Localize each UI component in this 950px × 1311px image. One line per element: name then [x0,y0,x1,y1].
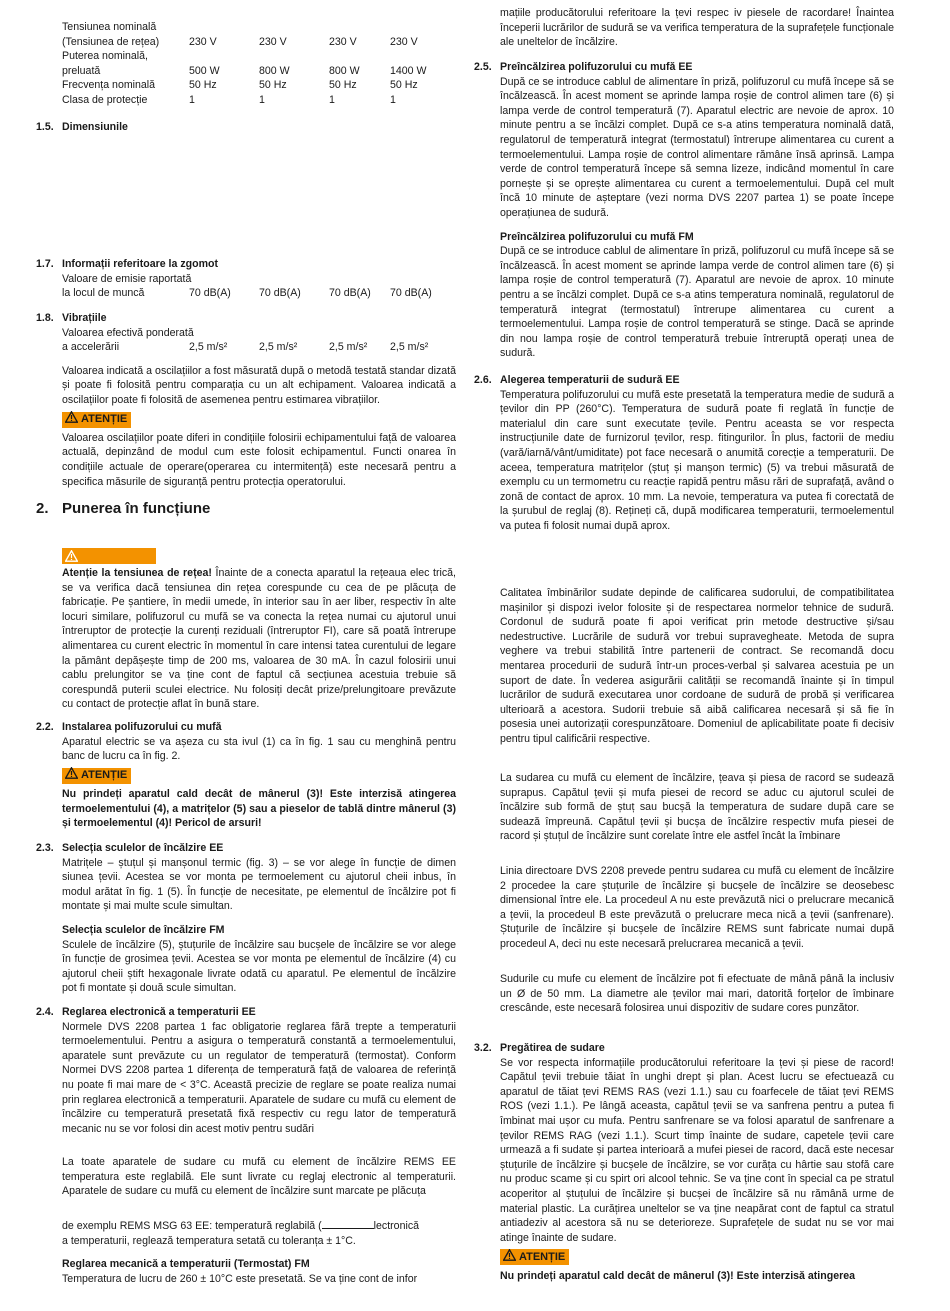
table-cell: 2,5 m/s² [390,341,429,354]
paragraph: Temperatura de lucru de 260 ± 10°C este presetată. Se va ține cont de infor [62,1272,418,1285]
section-2-5 [474,60,894,361]
section-1-7 [36,257,476,301]
warning-triangle-icon [65,767,78,784]
section-title: Preîncălzirea polifuzorului cu mufă EE [500,61,693,73]
section-number: 1.7. [36,258,54,270]
table-cell: 800 W [329,64,360,77]
paragraph: Normele DVS 2208 partea 1 fac obligatorie reglarea fără trepte a temperaturii termoelementului. Pentru a asigura o temperatură constantă a termoelementului, aparatele sunt prevăzute cu un regulator de temperatură (termostat). Conform Normei DVS 2208 partea 1 diferența de temperatură față de valoarea de referință nu poate fi mai mare de < 3°C. Această precizie de reglare se poate realiza numai prin reglarea electronică a temperaturii. Aparatele de sudare cu mufă cu element de încălzire cu temperatură presetată fixă respectiv cu regu lator de temperatură mecanic nu se vor folosi din acest motiv pentru sudări [62,1020,456,1135]
section-title: Dimensiunile [62,121,128,133]
table-row [62,340,456,355]
section-title: Vibrațiile [62,312,107,324]
table-cell: 50 Hz [189,79,217,92]
table-row [62,64,476,79]
row-label: a accelerării [62,341,120,354]
section-2-4-heading [36,1005,456,1020]
section-number: 1.5. [36,121,54,133]
table-cell: 1 [329,93,335,106]
table-cell: 2,5 m/s² [259,341,298,354]
paragraph: Se vor respecta informațiile producătorului referitoare la țevi și piese de racord! Capătul țevii trebuie tăiat în unghi drept și plan. Acest lucru se efectuează cu aparatul de tăiat țevi REMS RAS (vezi 1.1.) sau cu foarfecele de tăiat țevi REMS ROS (vezi 1.1.). Pe lângă aceasta, capătul țevii se va sanfrena pentru a putea fi îmbinat mai ușor cu mufa. Pentru sanfrenare se va folosi aparatul de sanfrenare a țevilor REMS RAG (vezi 1.1.). Scurt timp înainte de sudare, capetele țevii care urmează a fi sudate și partea interioară a mufei piesei de racord, dacă este necesar ștuțurile de încălzire și bucșele de încălzire, se vor curăța cu hârtie sau stofă care nu produc scame și cu spirt ori alcool tehnic. Se va ține cont în special ca pe stratul acoperitor al ștuțului de încălzire și bucșei de încălzire să nu rămână urme de material plastic. La curățirea uneltelor se va ține neapărat cont de faptul ca stratul antiadeziv al acestora să nu se deterioreze. Suprafețele de sudat nu se vor mai atinge înainte de sudare. [500,1056,894,1244]
lead-text: Atenție la tensiunea de rețea! [62,567,212,579]
row-label: la locul de muncă [62,287,145,300]
section-title: Informații referitoare la zgomot [62,258,218,270]
table-row [62,20,476,35]
table-cell: 50 Hz [390,79,418,92]
section-2-body [36,548,456,712]
warning-triangle-icon [65,411,78,428]
section-2-3 [36,841,456,996]
warning-label [62,412,456,428]
warning-text: ATENȚIE [81,769,128,782]
paragraph: După ce se introduce cablul de alimentare în priză, polifuzorul cu mufă începe să se încălzească. În acest moment se aprinde lampa roșie de control alimen tare (6) și lampa verde de control temperatură (7). Aparatul electric are nevoie de aprox. 10 minute pentru a se încălzi complet. După ce s-a atins temperatura nominală dată, regulatorul de temperatură integrat (termostatul) întrerupe alimentarea cu curent a termoelementului. Lampa roșie de control alimentare rămâne însă aprinsă. Lampa verde de control temperatură începe să semna lizeze, indicând momentul în care pornește și se oprește alimentarea cu curent a termoelementului. După cel mult încă 10 minute de așteptare (vezi norma DVS 2207 partea 1) se poate începe operațiunea de sudură. [500,75,894,219]
table-cell [189,272,259,287]
section-2-2 [36,720,456,831]
paragraph: La sudarea cu mufă cu element de încălzire, țeava și piesa de racord se sudează suprapus. Capătul țevii și mufa piesei de record se aduc cu ajutorul sculei de încălzire sub formă de ștuț sau bucșă la temperatura de sudare după care se sudează împreună. Capătul țevii și bucșa de încălzire respectiv mufa piesei de racord și ștuțul de încălzire sunt corelate între ele astfel încât la îmbinare [500,772,894,843]
section-number: 2. [36,500,49,517]
section-title: Alegerea temperaturii de sudură EE [500,374,680,386]
table-cell: 230 V [259,35,287,48]
section-number: 1.8. [36,312,54,324]
table-cell [259,49,329,64]
paragraph [62,1218,456,1286]
section-1-8-heading [36,311,456,326]
section-number: 2.5. [474,61,492,73]
section-title: Selecția sculelor de încălzire EE [62,842,224,854]
table-cell [390,49,440,64]
section-2-heading [36,502,456,517]
warning-bar [62,548,456,564]
subheading: Selecția sculelor de încălzire FM [62,923,225,936]
row-label: Frecvența nominală [62,79,156,92]
table-cell: 2,5 m/s² [189,341,228,354]
section-2-2-heading [36,720,456,735]
row-label: Valoarea efectivă ponderată [62,326,194,339]
table-cell [390,326,450,341]
section-title: Reglarea electronică a temperaturii EE [62,1006,256,1018]
paragraph: Temperatura polifuzorului cu mufă este presetată la temperatura medie de sudură a țevilor din PP (260°C). Temperatura de sudură poate fi reglată în funcție de materialul din care sunt executate țevile. Pentru aceasta se vor respecta instrucțiunile date de furnizorul țevilor, resp. fitingurilor. În plus, factorii de mediu (vară/iarnă/vânt/umiditate) pot face necesară o anumită corecție a temperaturii. De aceea, temperatura matrițelor (ștuț și manșon termic) (5) va trebui măsurată de exemplu cu un termometru cu reacție rapidă pentru măsu rări de suprafață, având o zonă de contact de aprox. 10 mm. La nevoie, temperatura va putea fi corectată de la șurubul de reglaj (8). Rețineți că, după modificarea temperaturii, termoelementul va putea fi folosit numai după aprox. [500,388,894,532]
table-cell [189,49,259,64]
warning-label [500,1249,894,1265]
paragraph: Matrițele – ștuțul și manșonul termic (fig. 3) – se vor alege în funcție de dimen siunea țevii. Acestea se vor monta pe termoelement cu ajutorul cheii inbus, în modul arătat în fig. 1 (5). În funcție de necesitate, pe elementul de încălzire pot fi montate și mai multe scule simultan. [62,856,456,913]
table-cell: 500 W [189,64,220,77]
section-number: 2.4. [36,1006,54,1018]
section-title: Instalarea polifuzorului cu mufă [62,721,222,733]
table-cell: 1 [390,93,396,106]
section-number: 2.6. [474,374,492,386]
paragraph: Calitatea îmbinărilor sudate depinde de calificarea sudorului, de compatibilitatea mașinilor și dispozi ivelor folosite și de respectarea normelor tehnice de sudură. Cordonul de sudură poate fi apoi verificat prin metode destructive și/sau nedestructive. Lucrările de sudură vor trebui supravegheate. Metoda de supra veghere va trebui stabilită între partenerii de contract. Se recomandă docu mentarea procedurii de sudură într-un proces-verbal și salvarea acestuia pe un suport de date. În vederea asigurării calității se recomandă înainte și în timpul lucrărilor de sudură executarea unor cordoane de sudură de probă și verificarea ulterioară a acestora. Sudorii trebuie să aibă calificarea necesară și să fie în posesia unei autorizații corespunzătoare. Domeniul de aplicabilitate poate fi decisiv pentru tipul calificării respective. [500,587,894,745]
paragraph-line [62,1218,456,1234]
paragraph-bold: Nu prindeți aparatul cald decât de mânerul (3)! Este interzisă atingerea termoelementului (4), a matrițelor (5) sau a pieselor de tablă dintre mânerul (3) și termoelementul (4)! Pericol de arsuri! [62,788,456,830]
paragraph: Sculele de încălzire (5), ștuțurile de încălzire sau bucșele de încălzire se vor alege în funcție de grosimea țevii. Acestea se vor monta pe elementul de încălzire (4) cu ajutorul cheii știft hexagonale livrate odată cu aparatul. Pe elementul de încălzire pot fi montate și două scule simultan. [62,938,456,995]
section-3-2-heading [474,1041,894,1056]
text-segment: lectronică [373,1220,420,1232]
section-3-2 [474,1041,894,1283]
table-row [62,326,456,341]
section-1-7-heading [36,257,476,272]
paragraph: La toate aparatele de sudare cu mufă cu element de încălzire REMS EE temperatura este reglabilă. Ele sunt livrate cu reglaj electronic al temperaturii. Aparatele de sudare cu mufă cu element de încălzire sunt marcate pe plăcuța [62,1156,456,1198]
table-cell: 230 V [329,35,357,48]
paragraph: Valoarea indicată a oscilațiilor a fost măsurată după o metodă testată standar dizată și poate fi folosită pentru comparația cu un alt echipament. Valoarea indicată a oscilațiilor poate fi folosită de asemenea pentru estimarea vibrațiilor. [62,364,456,406]
table-cell [329,326,390,341]
table-row [62,49,476,64]
table-cell: 230 V [390,35,418,48]
section-2-5-heading [474,60,894,75]
section-2-3-heading [36,841,456,856]
table-cell [390,272,450,287]
section-2-6-heading [474,373,894,388]
specs-table [36,20,476,108]
paragraph-line: a temperaturii, reglează temperatura setată cu toleranța ± 1°C. [62,1234,356,1247]
row-label: preluată [62,64,101,77]
section-2-4 [36,1005,456,1136]
table-row [62,286,476,301]
table-row [62,35,476,50]
table-cell: 50 Hz [259,79,287,92]
paragraph: După ce se introduce cablul de alimentare în priză, polifuzorul cu mufă începe să se încălzească. În acest moment se aprinde lampa verde de control alimen tare (6) și lampa roșie de control temperatură (7). Aparatul are nevoie de aprox. 10 minute pentru a se încălzi complet. După ce s-a atins temperatura nominală, regulatorul de temperatură integrat (termostatul) întrerupe alimentarea cu curent a termoelementului. Lampa roșie de control temperatură se stinge. Dacă se aprinde din nou lampa roșie de control temperatură trebuie întreruptă operați unea de sudură. [500,245,894,360]
row-label: Puterea nominală, [62,50,148,63]
paragraph: Sudurile cu mufe cu element de încălzire pot fi efectuate de mână până la inclusiv un Ø de 50 mm. La diametre ale țevilor mai mari, datorită forțelor de îmbinare crescânde, este necesară folosirea unui dispozitiv de sudare cores punzător. [500,973,894,1015]
section-number: 2.2. [36,721,54,733]
row-label: Tensiunea nominală [62,21,157,33]
vibration-table [36,326,456,355]
section-2-6 [474,373,894,534]
table-cell [329,20,390,35]
row-label: Clasa de protecție [62,93,148,106]
section-title: Punerea în funcțiune [62,500,211,517]
section-number: 2.3. [36,842,54,854]
paragraph: Linia directoare DVS 2208 prevede pentru sudarea cu mufă cu element de încălzire 2 procedee la care ștuțurile de încălzire și bucșele de încălzire se deosebesc dimensional între ele. La procedeul A nu este prevăzută nici o prelucrare mecanică a țevii, la procedeul B este prevăzută o prelucrare meca nică a țevii (sanfrenare). Ștuțurile de încălzire și bucșele de încălzire REMS sunt fabricate numai după procedeul A, deci nu este necesară prelucrarea mecanică a țevii. [500,865,894,950]
table-cell: 1 [189,93,195,106]
table-cell: 50 Hz [329,79,357,92]
table-row [62,93,476,108]
warning-text: ATENȚIE [81,413,128,426]
table-cell: 70 dB(A) [189,287,231,300]
paragraph: Aparatul electric se va așeza cu sta ivul (1) ca în fig. 1 sau cu menghină pentru banc de lucru ca în fig. 2. [62,735,456,763]
table-cell [329,272,390,287]
paragraph: Valoarea oscilațiilor poate diferi in condițiile folosirii echipamentului față de valoarea actuală, depinzând de modul cum este folosit echipamentul. Functi onarea în condițiile actuale de operare(operarea cu intermitență) este necesară pentru a specifica măsurile de siguranță pentru protecția operatorului. [62,431,456,488]
warning-label [62,768,456,784]
row-label: (Tensiunea de rețea) [62,35,160,48]
section-1-8 [36,311,456,489]
section-1-5-heading [36,120,456,135]
paragraph: mațiile producătorului referitoare la țevi respec iv piesele de racordare! Înaintea începerii lucrărilor de sudură se va verifica temperatura de la suprafețele funcționale ale uneltelor de încălzire. [500,7,894,49]
table-cell [189,20,259,35]
row-label: Valoare de emisie raportată [62,272,192,285]
section-number: 3.2. [474,1042,492,1054]
table-cell: 2,5 m/s² [329,341,368,354]
table-cell: 70 dB(A) [329,287,371,300]
table-cell: 800 W [259,64,290,77]
table-cell [329,49,390,64]
table-cell [390,20,440,35]
noise-table [36,272,476,301]
table-cell: 230 V [189,35,217,48]
table-cell: 70 dB(A) [259,287,301,300]
body-text: Înainte de a conecta aparatul la rețeaua elec trică, se va verifica dacă tensiunea din rețea corespunde cu cea de pe plăcuța de fabricație. Pe șantiere, în medii umede, în interior sau în aer liber, respectiv în alte locuri similare, polifuzorul cu mufă se va conecta la rețea numai cu ajutorul unui întreruptor de protecție la curenți reziduali (întreruptor FI), care să poată întrerupe alimentarea cu curent electric în momentul în care intensi tatea curentului de legare la pământ depășește timp de 200 ms, valoarea de 30 mA. În cazul folosirii unui cablu prelungitor se va ține cont de faptul că secțiunea acestuia trebuie să corespundă puterii sculei electrice. Nu folosiți decât prize/prelungitoare prevăzute cu contact de protecție aflat în bună stare. [62,567,456,711]
table-cell [259,326,329,341]
subheading: Preîncălzirea polifuzorului cu mufă FM [500,230,694,243]
table-cell: 1400 W [390,64,427,77]
subheading: Reglarea mecanică a temperaturii (Termostat) FM [62,1258,310,1271]
table-row [62,78,476,93]
table-cell [259,272,329,287]
warning-triangle-icon [503,1249,516,1266]
paragraph [62,566,456,712]
table-cell: 1 [259,93,265,106]
table-cell: 70 dB(A) [390,287,432,300]
warning-text: ATENȚIE [519,1251,566,1264]
text-segment: de exemplu REMS MSG 63 EE: temperatură reglabilă ( [62,1220,322,1232]
table-cell [189,326,259,341]
paragraph-bold: Nu prindeți aparatul cald decât de mânerul (3)! Este interzisă atingerea [500,1269,855,1282]
blank-gap [322,1218,374,1229]
table-row [62,272,476,287]
section-title: Pregătirea de sudare [500,1042,605,1054]
table-cell [259,20,329,35]
warning-triangle-icon [65,550,78,567]
